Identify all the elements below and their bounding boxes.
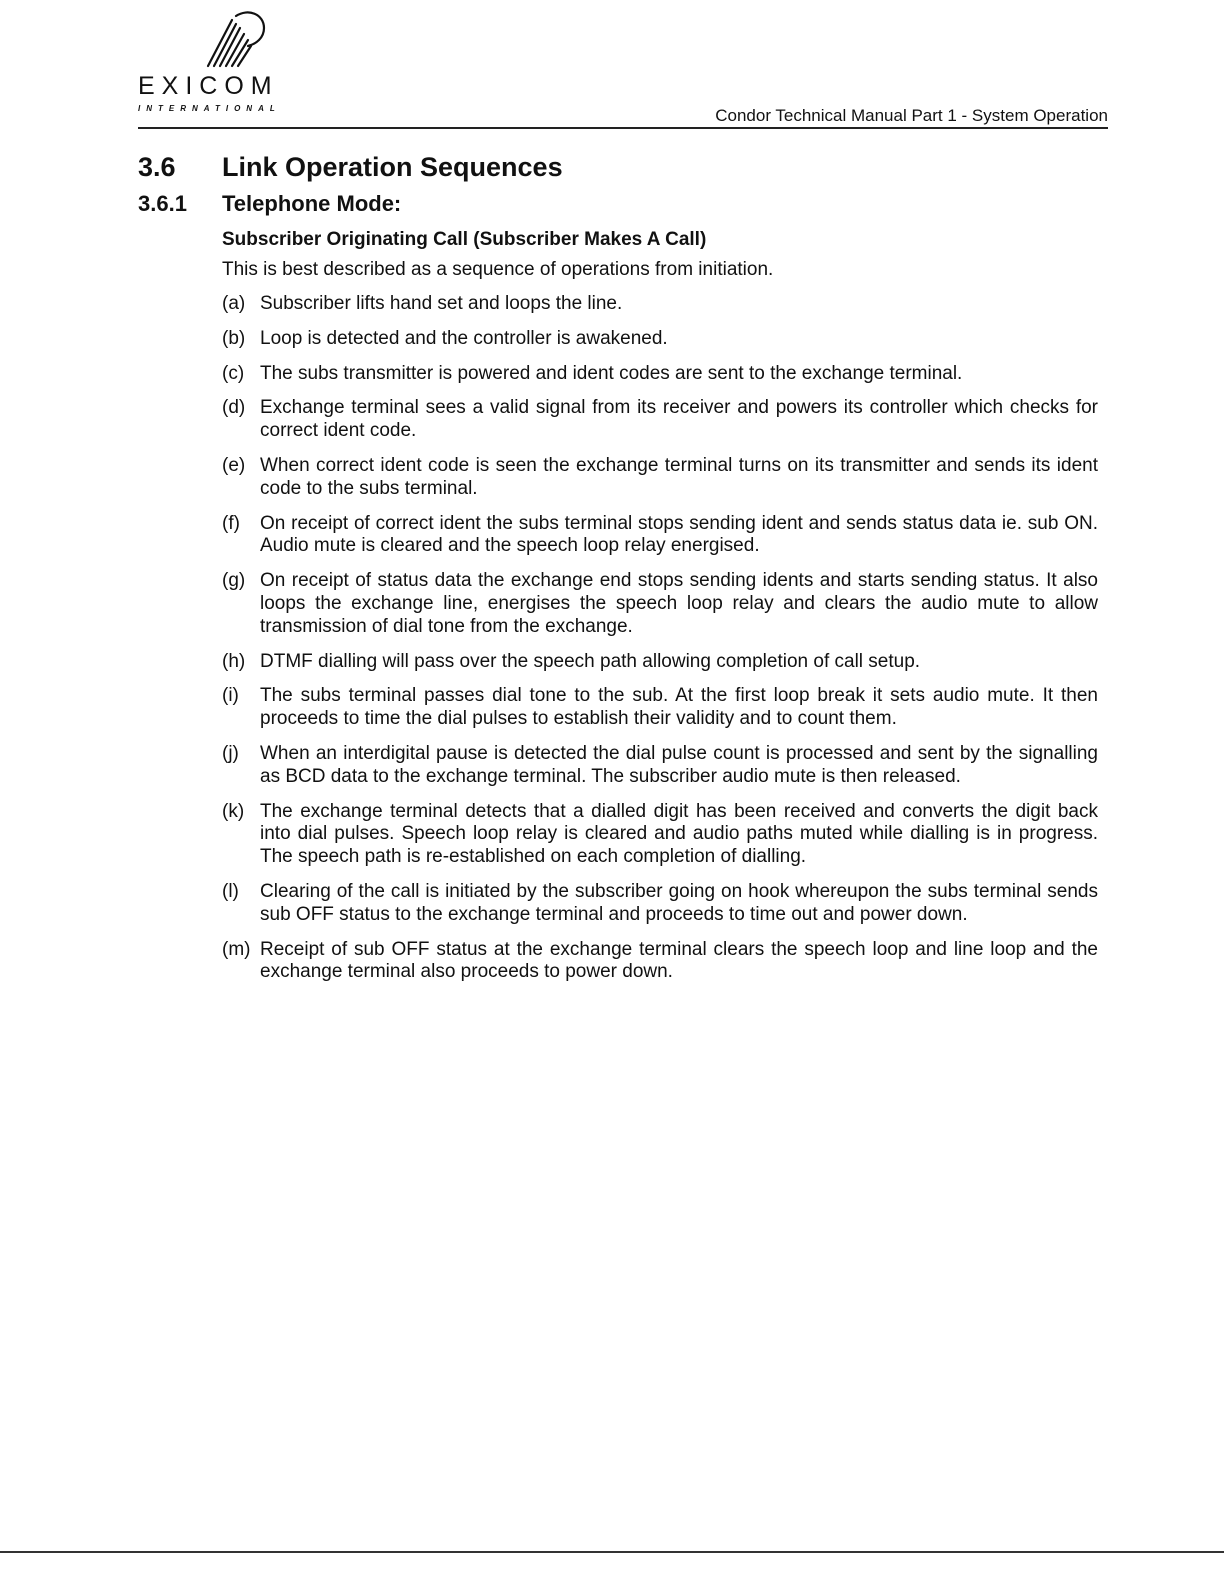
- list-item: [222, 328, 1098, 351]
- step-text: On receipt of status data the exchange end stops sending idents and starts sending status. It also loops the exchange line, energises the speech loop relay and clears the audio mute to allow transmission of dial tone from the exchange.: [260, 570, 1098, 637]
- step-label: (a): [222, 293, 246, 314]
- footer-divider: [0, 1551, 1224, 1553]
- list-item: [222, 651, 1098, 674]
- logo-wordmark: EXICOM: [138, 72, 279, 100]
- list-item: [222, 513, 1098, 559]
- exicom-bird-icon: [188, 8, 278, 70]
- manual-title: Condor Technical Manual Part 1 - System Operation: [715, 106, 1108, 125]
- list-item: [222, 455, 1098, 501]
- step-label: (k): [222, 800, 245, 822]
- step-label: (e): [222, 454, 246, 476]
- list-item: [222, 801, 1098, 869]
- section-title: Link Operation Sequences: [222, 152, 563, 182]
- step-label: (b): [222, 327, 246, 349]
- step-label: (h): [222, 650, 246, 672]
- step-text: Clearing of the call is initiated by the subscriber going on hook whereupon the subs terminal sends sub OFF status to the exchange terminal and proceeds to time out and power down.: [260, 880, 1098, 925]
- call-subheading: Subscriber Originating Call (Subscriber Makes A Call): [222, 229, 707, 250]
- list-item: [222, 685, 1098, 731]
- subsection-body: [222, 229, 1098, 984]
- list-item: [222, 363, 1098, 386]
- list-item: [222, 939, 1098, 985]
- list-item: [222, 743, 1098, 789]
- step-label: (f): [222, 512, 240, 534]
- list-item: [222, 293, 1098, 316]
- list-item: [222, 570, 1098, 638]
- step-text: When correct ident code is seen the exchange terminal turns on its transmitter and sends its ident code to the subs terminal.: [260, 454, 1098, 499]
- step-text: On receipt of correct ident the subs terminal stops sending ident and sends status data ie. sub ON. Audio mute is cleared and the speech loop relay energised.: [260, 512, 1098, 557]
- subsection-title: Telephone Mode:: [222, 191, 402, 216]
- exicom-logo: [138, 8, 308, 118]
- step-label: (m): [222, 938, 251, 960]
- step-label: (i): [222, 685, 239, 707]
- header-divider: [138, 127, 1108, 129]
- page-content: [138, 152, 1098, 996]
- section-heading: [138, 152, 1098, 183]
- logo-subtitle: INTERNATIONAL: [138, 104, 281, 113]
- list-item: [222, 397, 1098, 443]
- step-label: (g): [222, 570, 246, 592]
- step-label: (l): [222, 880, 239, 902]
- step-label: (c): [222, 362, 245, 384]
- intro-paragraph: This is best described as a sequence of operations from initiation.: [222, 259, 774, 280]
- step-text: DTMF dialling will pass over the speech path allowing completion of call setup.: [260, 650, 921, 672]
- section-number: 3.6: [138, 152, 176, 182]
- step-text: The subs terminal passes dial tone to the sub. At the first loop break it sets audio mute. It then proceeds to time the dial pulses to establish their validity and to count them.: [260, 685, 1098, 730]
- step-text: Loop is detected and the controller is awakened.: [260, 327, 668, 349]
- subsection-number: 3.6.1: [138, 191, 187, 216]
- step-text: The exchange terminal detects that a dialled digit has been received and converts the digit back into dial pulses. Speech loop relay is cleared and audio paths muted while dialling is in progress. The speech path is re-established on each completion of dialling.: [260, 800, 1098, 868]
- step-text: When an interdigital pause is detected the dial pulse count is processed and sent by the signalling as BCD data to the exchange terminal. The subscriber audio mute is then released.: [260, 742, 1098, 787]
- operation-steps-list: [222, 293, 1098, 984]
- step-label: (d): [222, 397, 246, 419]
- step-text: Exchange terminal sees a valid signal from its receiver and powers its controller which checks for correct ident code.: [260, 397, 1098, 442]
- step-text: Subscriber lifts hand set and loops the line.: [260, 293, 623, 314]
- page-header: [138, 8, 1108, 130]
- step-label: (j): [222, 742, 239, 764]
- step-text: Receipt of sub OFF status at the exchange terminal clears the speech loop and line loop and the exchange terminal also proceeds to power down.: [260, 938, 1098, 983]
- step-text: The subs transmitter is powered and ident codes are sent to the exchange terminal.: [260, 362, 963, 384]
- list-item: [222, 881, 1098, 927]
- subsection-heading: [138, 191, 1098, 217]
